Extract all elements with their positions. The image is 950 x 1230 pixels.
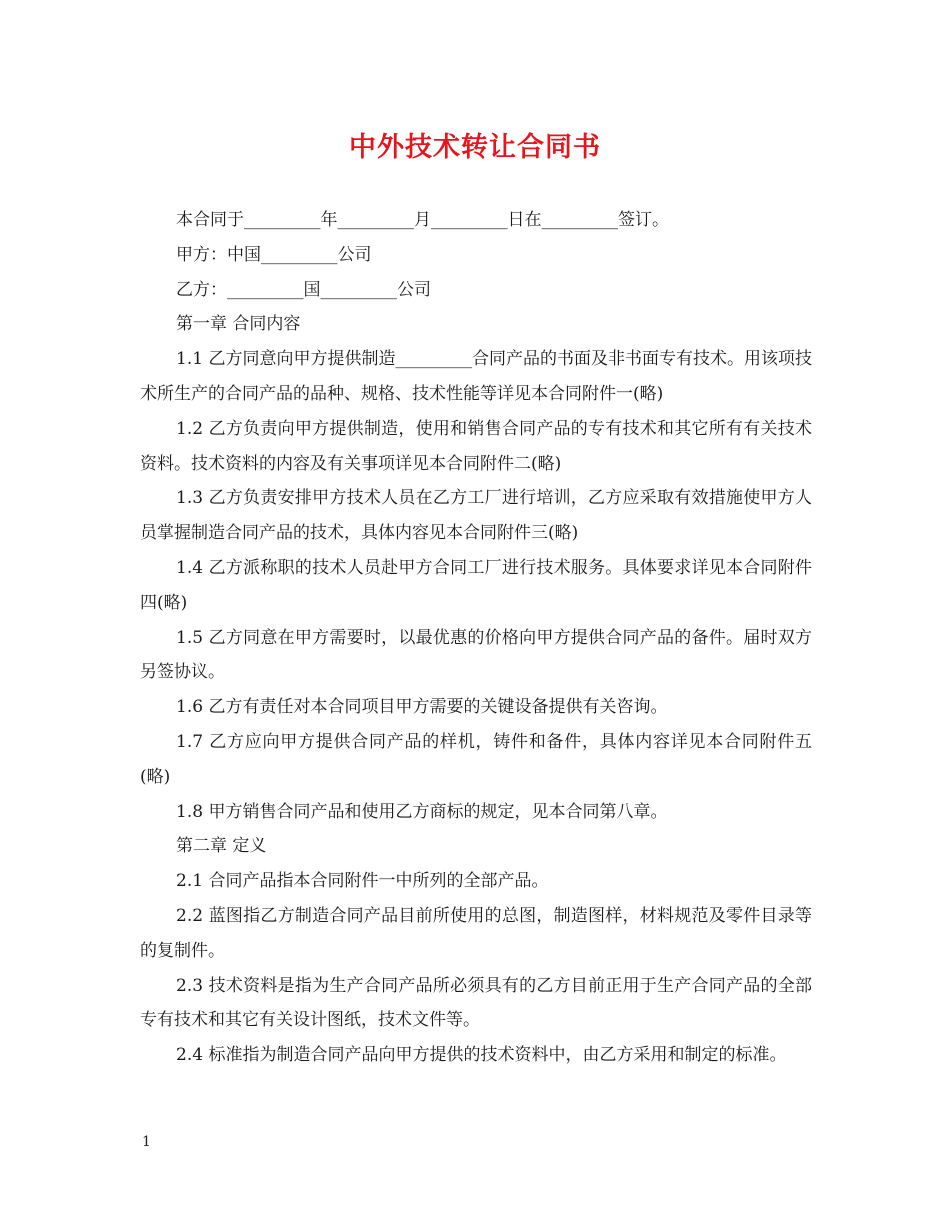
clause-2-2: 2.2 蓝图指乙方制造合同产品目前所使用的总图，制造图样，材料规范及零件目录等的复制件。 [140,905,812,961]
chapter-2-heading: 第二章 定义 [176,836,267,857]
clause-1-4: 1.4 乙方派称职的技术人员赴甲方合同工厂进行技术服务。具体要求详见本合同附件四(略) [140,557,812,613]
paragraph-signing-date: 本合同于_________年_________月_________日在_________签订。 [176,210,669,230]
clause-2-3: 2.3 技术资料是指为生产合同产品所必须具有的乙方目前正用于生产合同产品的全部专有技术和其它有关设计图纸，技术文件等。 [140,975,812,1031]
clause-1-5: 1.5 乙方同意在甲方需要时，以最优惠的价格向甲方提供合同产品的备件。届时双方另签协议。 [140,627,812,683]
clause-2-1: 2.1 合同产品指本合同附件一中所列的全部产品。 [176,871,549,892]
document-body [140,203,812,1073]
document-title: 中外技术转让合同书 [349,132,601,163]
clause-1-8: 1.8 甲方销售合同产品和使用乙方商标的规定，见本合同第八章。 [176,801,668,822]
clause-1-1: 1.1 乙方同意向甲方提供制造_________合同产品的书面及非书面专有技术。用该项技术所生产的合同产品的品种、规格、技术性能等详见本合同附件一(略) [140,349,812,404]
chapter-1-heading: 第一章 合同内容 [176,314,301,335]
clause-1-7: 1.7 乙方应向甲方提供合同产品的样机，铸件和备件，具体内容详见本合同附件五(略) [140,731,812,787]
clause-1-2: 1.2 乙方负责向甲方提供制造，使用和销售合同产品的专有技术和其它所有有关技术资料。技术资料的内容及有关事项详见本合同附件二(略) [140,418,812,474]
page-number: 1 [142,1134,151,1150]
paragraph-party-a: 甲方：中国_________公司 [176,244,372,265]
clause-1-6: 1.6 乙方有责任对本合同项目甲方需要的关键设备提供有关咨询。 [176,697,668,718]
clause-2-4: 2.4 标准指为制造合同产品向甲方提供的技术资料中，由乙方采用和制定的标准。 [176,1045,787,1066]
clause-1-3: 1.3 乙方负责安排甲方技术人员在乙方工厂进行培训，乙方应采取有效措施使甲方人员掌握制造合同产品的技术，具体内容见本合同附件三(略) [140,488,812,544]
paragraph-party-b: 乙方：_________国_________公司 [176,279,431,300]
